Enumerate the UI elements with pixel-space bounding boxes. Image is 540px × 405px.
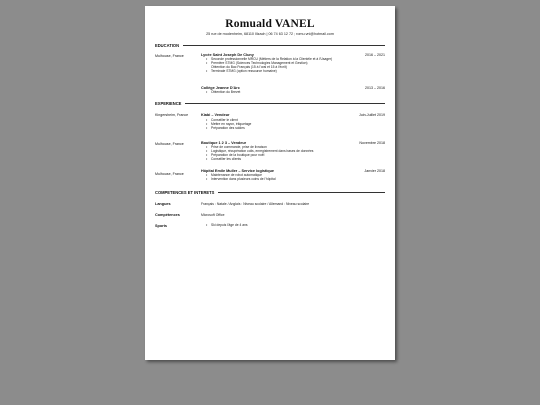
edu-bullets <box>207 58 332 74</box>
list-item: • Ski depuis l'âge de 4 ans <box>211 224 248 228</box>
list-item: • Mettre en rayon, étiquetage <box>211 123 251 127</box>
section-rule <box>185 103 385 104</box>
edu-org: Lycée Saint Joseph De Cluny <box>201 53 254 57</box>
edu-date: 2013 – 2016 <box>365 86 385 90</box>
list-item: • Logistique, récupération colis, enregistrement dans bases de données <box>211 150 313 154</box>
edu-bullets <box>207 91 240 95</box>
list-item: • Seconde professionnelle MRCU (Métiers de la Relation à la Clientèle et à l'Usager) <box>211 58 332 62</box>
list-item: • Obtention du Brevet <box>211 91 240 95</box>
skill-label: Compétences <box>155 213 180 217</box>
list-item: • Conseiller le client <box>211 119 251 123</box>
skill-label: Langues <box>155 202 171 206</box>
list-item: • Intervention dans plusieurs coins de l'hôpital <box>211 178 276 182</box>
list-item: • Prise de commande, prise de livraison <box>211 146 313 150</box>
edu-date: 2016 – 2021 <box>365 53 385 57</box>
section-title: EXPERIENCE <box>155 101 182 106</box>
skill-value: Français : Natale / Anglais : Niveau scolaire / Allemand : Niveau scolaire <box>201 202 310 206</box>
exp-location: Mulhouse, France <box>155 172 184 176</box>
exp-bullets <box>207 119 251 131</box>
skill-bullets <box>207 224 248 228</box>
section-experience <box>155 101 385 106</box>
exp-org: Kiabi – Vendeur <box>201 113 230 117</box>
edu-location: Mulhouse, France <box>155 54 184 58</box>
exp-bullets <box>207 146 313 162</box>
section-skills <box>155 190 385 195</box>
exp-location: Mulhouse, France <box>155 142 184 146</box>
section-rule <box>183 45 385 46</box>
section-title: COMPETENCES ET INTERETS <box>155 190 215 195</box>
list-item: Obtention du Bac Français (15 à l'oral et 15 à l'écrit) <box>211 64 287 69</box>
exp-date: Novembre 2018 <box>359 141 385 145</box>
list-item: • Préparation de la boutique pour noël <box>211 154 313 158</box>
list-item: • Première STMG (Sciences Technologies Management et Gestion) <box>211 62 332 66</box>
exp-date: Janvier 2018 <box>364 169 385 173</box>
edu-org: Collège Jeanne D'Arc <box>201 86 240 90</box>
exp-date: Juin-Juillet 2019 <box>359 113 385 117</box>
exp-bullets <box>207 174 276 182</box>
list-item: • Terminale STMG (option ressource humaine) <box>211 70 332 74</box>
skill-value: Microsoft Office <box>201 213 225 217</box>
skill-label: Sports <box>155 224 168 228</box>
list-item: • Préparation des soldes <box>211 127 251 131</box>
exp-org: Hôpital Emile Muller – Service logistique <box>201 169 275 173</box>
exp-org: Boutique 1 2 3 – Vendeur <box>201 141 247 145</box>
contact-line: 25 rue de modenheim, 68110 Illzach | 06 74 63 12 72 ; romu.vnl@hotmail.com <box>206 32 334 36</box>
list-item: • Maintenance de robot automatique <box>211 174 276 178</box>
cv-name: Romuald VANEL <box>225 18 315 30</box>
section-education <box>155 43 385 48</box>
section-title: EDUCATION <box>155 43 180 48</box>
cv-page <box>145 6 395 360</box>
list-item: • Conseiller les clients <box>211 158 313 162</box>
exp-location: Kingersheim, France <box>155 113 189 117</box>
section-rule <box>218 192 385 193</box>
